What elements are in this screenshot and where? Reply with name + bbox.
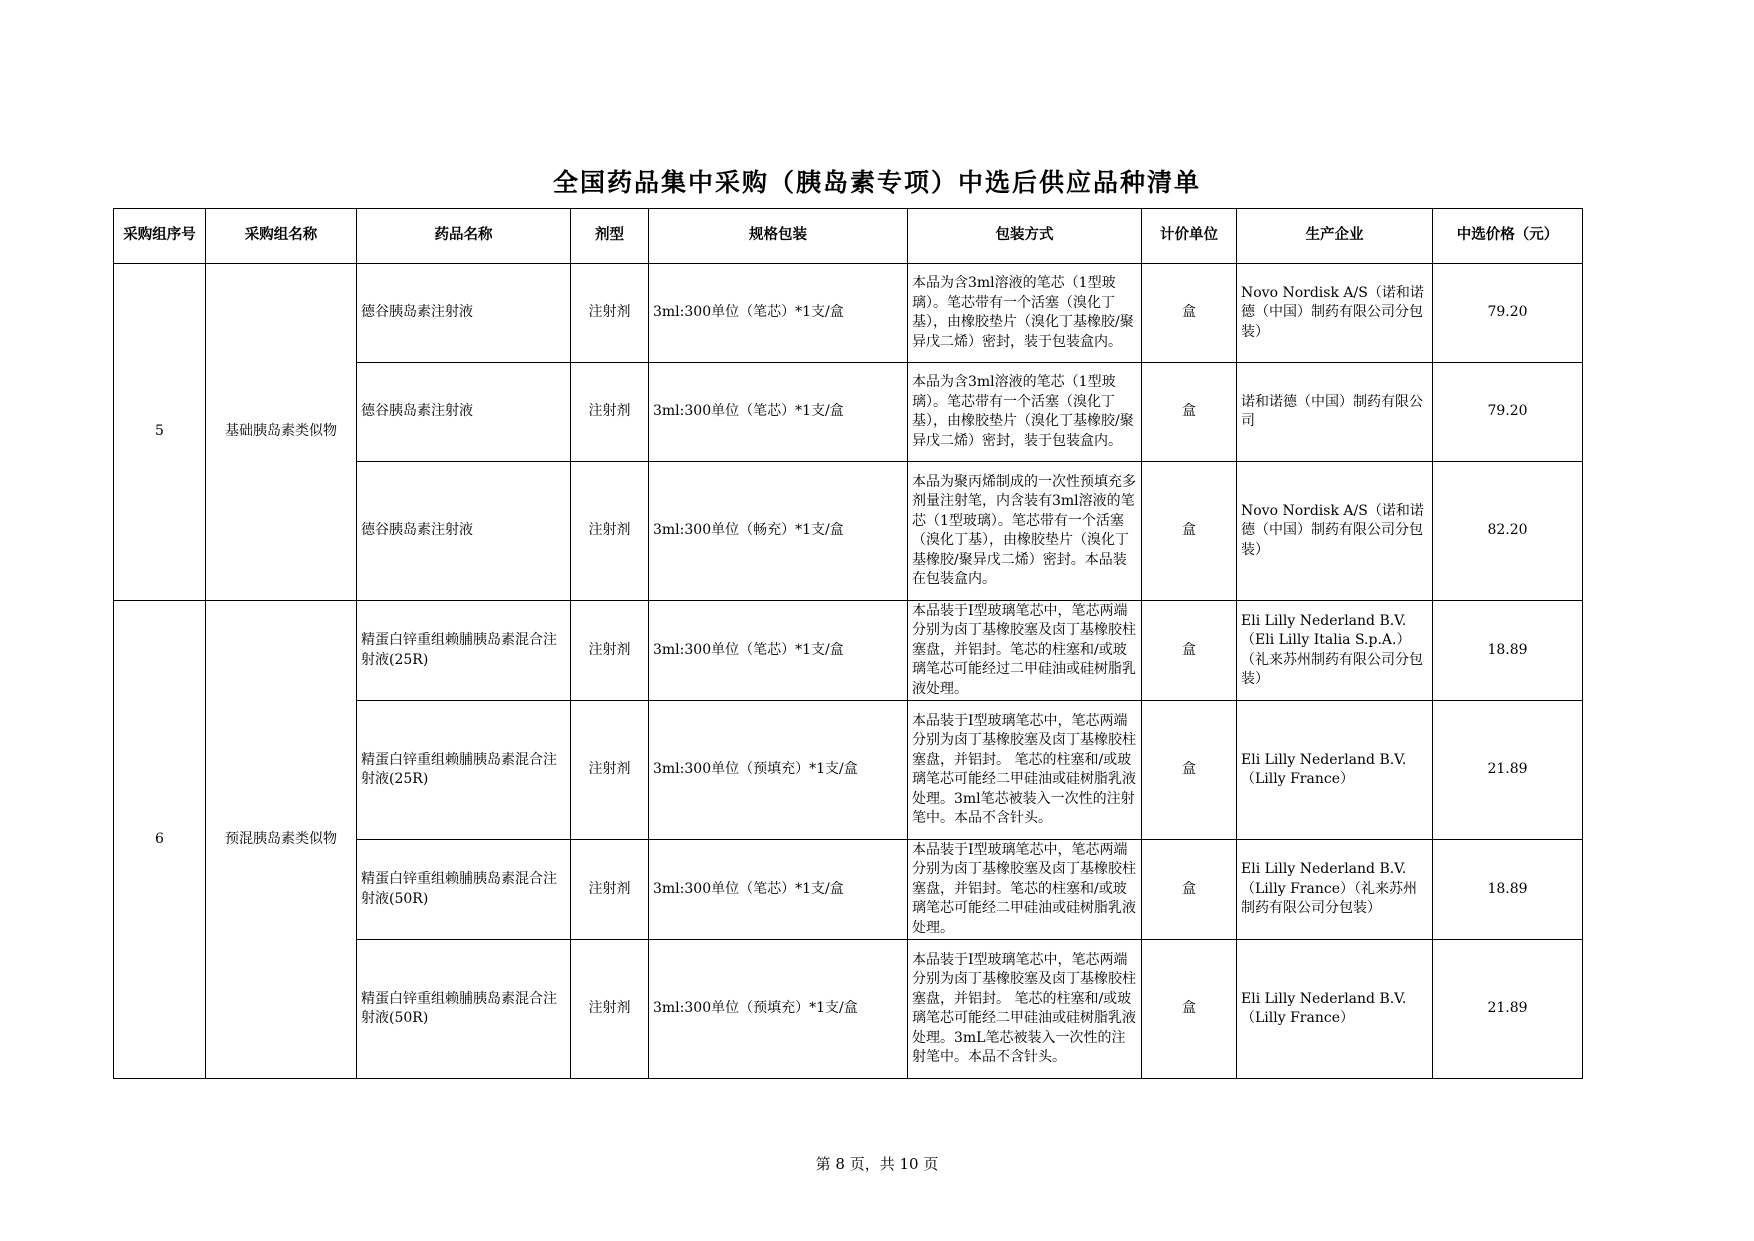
dosage-form: 注射剂 — [571, 363, 649, 462]
selected-price: 79.20 — [1433, 264, 1583, 363]
packaging-method: 本品为聚丙烯制成的一次性预填充多剂量注射笔，内含装有3ml溶液的笔芯（1型玻璃）。笔芯带有一个活塞（溴化丁基），由橡胶垫片（溴化丁基橡胶/聚异戊二烯）密封。本品装在包装盒内。 — [908, 462, 1142, 601]
header-cell: 规格包装 — [649, 209, 908, 264]
manufacturer: Eli Lilly Nederland B.V.（Lilly France） — [1237, 940, 1433, 1079]
pricing-unit: 盒 — [1142, 462, 1237, 601]
manufacturer: 诺和诺德（中国）制药有限公司 — [1237, 363, 1433, 462]
selected-price: 21.89 — [1433, 940, 1583, 1079]
packaging-method: 本品装于Ⅰ型玻璃笔芯中，笔芯两端分别为卤丁基橡胶塞及卤丁基橡胶柱塞盘，并铝封。 笔芯的柱塞和/或玻璃笔芯可能经二甲硅油或硅树脂乳液处理。3mL笔芯被装入一次性的注射笔中。本品不含针头。 — [908, 940, 1142, 1079]
spec-package: 3ml:300单位（笔芯）*1支/盒 — [649, 363, 908, 462]
spec-package: 3ml:300单位（笔芯）*1支/盒 — [649, 840, 908, 940]
header-cell: 包装方式 — [908, 209, 1142, 264]
selected-price: 82.20 — [1433, 462, 1583, 601]
manufacturer: Eli Lilly Nederland B.V.（Eli Lilly Italia S.p.A.）（礼来苏州制药有限公司分包装） — [1237, 601, 1433, 701]
supply-table — [113, 208, 1583, 1079]
header-cell: 计价单位 — [1142, 209, 1237, 264]
manufacturer: Novo Nordisk A/S（诺和诺德（中国）制药有限公司分包装） — [1237, 462, 1433, 601]
pricing-unit: 盒 — [1142, 840, 1237, 940]
pricing-unit: 盒 — [1142, 264, 1237, 363]
header-cell: 采购组序号 — [114, 209, 206, 264]
selected-price: 21.89 — [1433, 701, 1583, 840]
manufacturer: Novo Nordisk A/S（诺和诺德（中国）制药有限公司分包装） — [1237, 264, 1433, 363]
selected-price: 79.20 — [1433, 363, 1583, 462]
spec-package: 3ml:300单位（笔芯）*1支/盒 — [649, 264, 908, 363]
drug-name: 精蛋白锌重组赖脯胰岛素混合注射液(25R) — [357, 601, 571, 701]
page-title: 全国药品集中采购（胰岛素专项）中选后供应品种清单 — [552, 168, 1201, 197]
dosage-form: 注射剂 — [571, 840, 649, 940]
group-seq: 5 — [114, 264, 206, 601]
manufacturer: Eli Lilly Nederland B.V.（Lilly France） — [1237, 701, 1433, 840]
header-cell: 生产企业 — [1237, 209, 1433, 264]
header-row — [114, 209, 1583, 264]
pricing-unit: 盒 — [1142, 601, 1237, 701]
pricing-unit: 盒 — [1142, 701, 1237, 840]
table-row — [114, 264, 1583, 363]
dosage-form: 注射剂 — [571, 601, 649, 701]
spec-package: 3ml:300单位（畅充）*1支/盒 — [649, 462, 908, 601]
packaging-method: 本品为含3ml溶液的笔芯（1型玻璃）。笔芯带有一个活塞（溴化丁基），由橡胶垫片（溴化丁基橡胶/聚异戊二烯）密封，装于包装盒内。 — [908, 363, 1142, 462]
header-cell: 中选价格（元） — [1433, 209, 1583, 264]
manufacturer: Eli Lilly Nederland B.V.（Lilly France）（礼来苏州制药有限公司分包装） — [1237, 840, 1433, 940]
packaging-method: 本品装于I型玻璃笔芯中，笔芯两端分别为卤丁基橡胶塞及卤丁基橡胶柱塞盘，并铝封。笔芯的柱塞和/或玻璃笔芯可能经过二甲硅油或硅树脂乳液处理。 — [908, 601, 1142, 701]
group-name: 预混胰岛素类似物 — [206, 601, 357, 1079]
drug-name: 精蛋白锌重组赖脯胰岛素混合注射液(50R) — [357, 840, 571, 940]
dosage-form: 注射剂 — [571, 940, 649, 1079]
selected-price: 18.89 — [1433, 840, 1583, 940]
dosage-form: 注射剂 — [571, 701, 649, 840]
dosage-form: 注射剂 — [571, 264, 649, 363]
group-name: 基础胰岛素类似物 — [206, 264, 357, 601]
selected-price: 18.89 — [1433, 601, 1583, 701]
spec-package: 3ml:300单位（预填充）*1支/盒 — [649, 940, 908, 1079]
header-cell: 药品名称 — [357, 209, 571, 264]
packaging-method: 本品为含3ml溶液的笔芯（1型玻璃）。笔芯带有一个活塞（溴化丁基），由橡胶垫片（溴化丁基橡胶/聚异戊二烯）密封，装于包装盒内。 — [908, 264, 1142, 363]
drug-name: 德谷胰岛素注射液 — [357, 462, 571, 601]
drug-name: 精蛋白锌重组赖脯胰岛素混合注射液(50R) — [357, 940, 571, 1079]
spec-package: 3ml:300单位（笔芯）*1支/盒 — [649, 601, 908, 701]
drug-name: 德谷胰岛素注射液 — [357, 264, 571, 363]
drug-name: 德谷胰岛素注射液 — [357, 363, 571, 462]
page-number-footer: 第 8 页，共 10 页 — [815, 1155, 939, 1173]
packaging-method: 本品装于Ⅰ型玻璃笔芯中，笔芯两端分别为卤丁基橡胶塞及卤丁基橡胶柱塞盘，并铝封。 笔芯的柱塞和/或玻璃笔芯可能经二甲硅油或硅树脂乳液处理。3ml笔芯被装入一次性的注射笔中。本品不含针头。 — [908, 701, 1142, 840]
spec-package: 3ml:300单位（预填充）*1支/盒 — [649, 701, 908, 840]
dosage-form: 注射剂 — [571, 462, 649, 601]
pricing-unit: 盒 — [1142, 940, 1237, 1079]
pricing-unit: 盒 — [1142, 363, 1237, 462]
packaging-method: 本品装于Ⅰ型玻璃笔芯中，笔芯两端分别为卤丁基橡胶塞及卤丁基橡胶柱塞盘，并铝封。笔芯的柱塞和/或玻璃笔芯可能经二甲硅油或硅树脂乳液处理。 — [908, 840, 1142, 940]
drug-name: 精蛋白锌重组赖脯胰岛素混合注射液(25R) — [357, 701, 571, 840]
table-row — [114, 601, 1583, 701]
header-cell: 采购组名称 — [206, 209, 357, 264]
group-seq: 6 — [114, 601, 206, 1079]
header-cell: 剂型 — [571, 209, 649, 264]
